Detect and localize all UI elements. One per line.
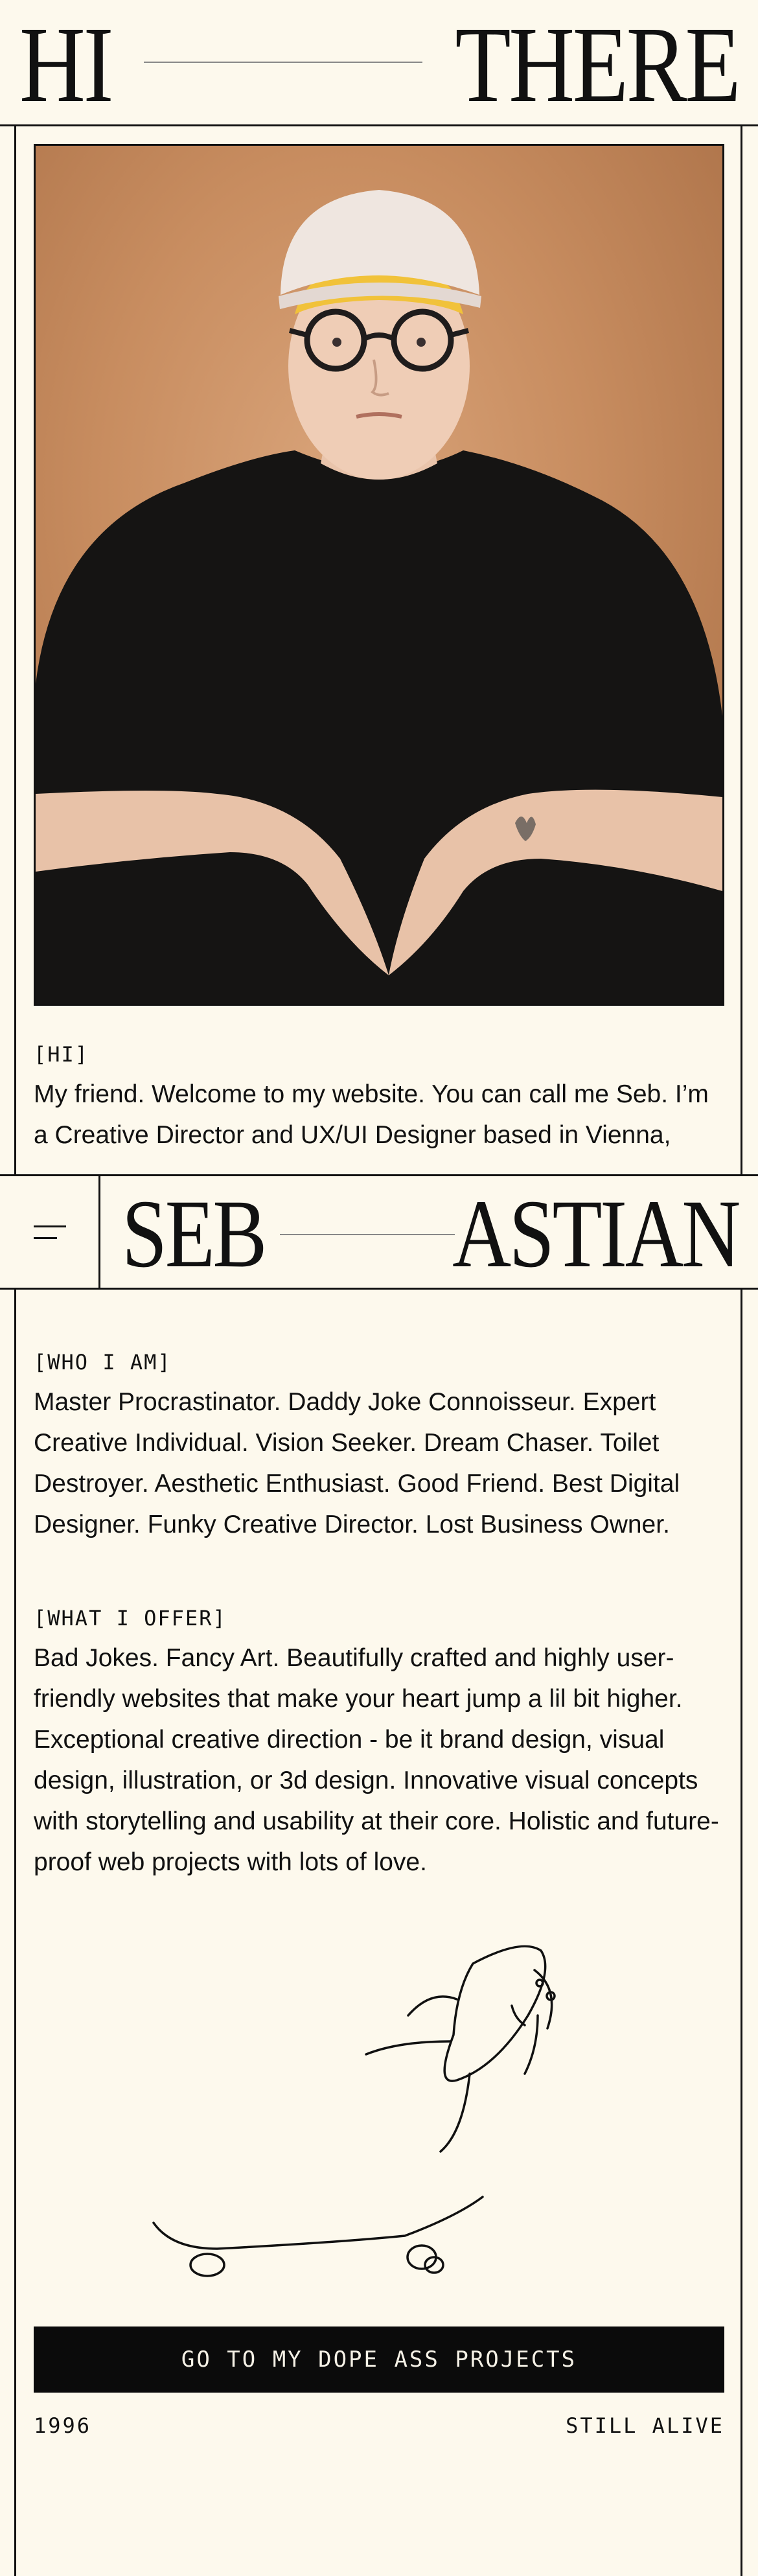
intro-text: My friend. Welcome to my website. You can call me Seb. I’m a Creative Director and UX/UI Designer based in Vienna, [34,1080,709,1149]
sticky-left-word: SEB [122,1180,266,1288]
menu-icon-line [34,1237,57,1239]
who-section [34,1348,724,1545]
header-right-word: THERE [455,5,739,125]
menu-button[interactable] [0,1176,100,1290]
projects-button[interactable]: GO TO MY DOPE ASS PROJECTS [34,2327,724,2393]
frame-right-line [741,126,742,2576]
footer-year: 1996 [34,2413,92,2438]
offer-section [34,1604,724,1883]
who-text: Master Procrastinator. Daddy Joke Connoisseur. Expert Creative Individual. Vision Seeker. Dream Chaser. Toilet Destroyer. Aesthetic Enthusiast. Good Friend. Best Digital Designer. Funky Creative Director. Lost Business Owner. [34,1388,680,1538]
offer-tag: [WHAT I OFFER] [34,1606,227,1630]
portrait-photo [34,144,724,1006]
intro-section [34,1040,724,1155]
who-tag: [WHO I AM] [34,1350,172,1375]
sticky-header [0,1174,758,1290]
portrait-illustration [36,146,722,1004]
footer-status: STILL ALIVE [566,2413,724,2438]
header-divider-line [144,62,422,63]
sticky-divider-line [280,1234,455,1235]
sticky-right-word: ASTIAN [452,1180,739,1288]
menu-icon [34,1225,66,1227]
skateboarding-doodle [146,1938,619,2288]
header-left-word: HI [19,5,112,125]
top-header [0,0,758,126]
offer-text: Bad Jokes. Fancy Art. Beautifully crafted and highly user-friendly websites that make your heart jump a lil bit higher. Exceptional creative direction - be it brand design, visual design, illustration, or 3d design. Innovative visual concepts with storytelling and usability at their core. Holistic and future-proof web projects with lots of love. [34,1644,719,1876]
intro-tag: [HI] [34,1042,89,1067]
frame-left-line [14,126,16,2576]
